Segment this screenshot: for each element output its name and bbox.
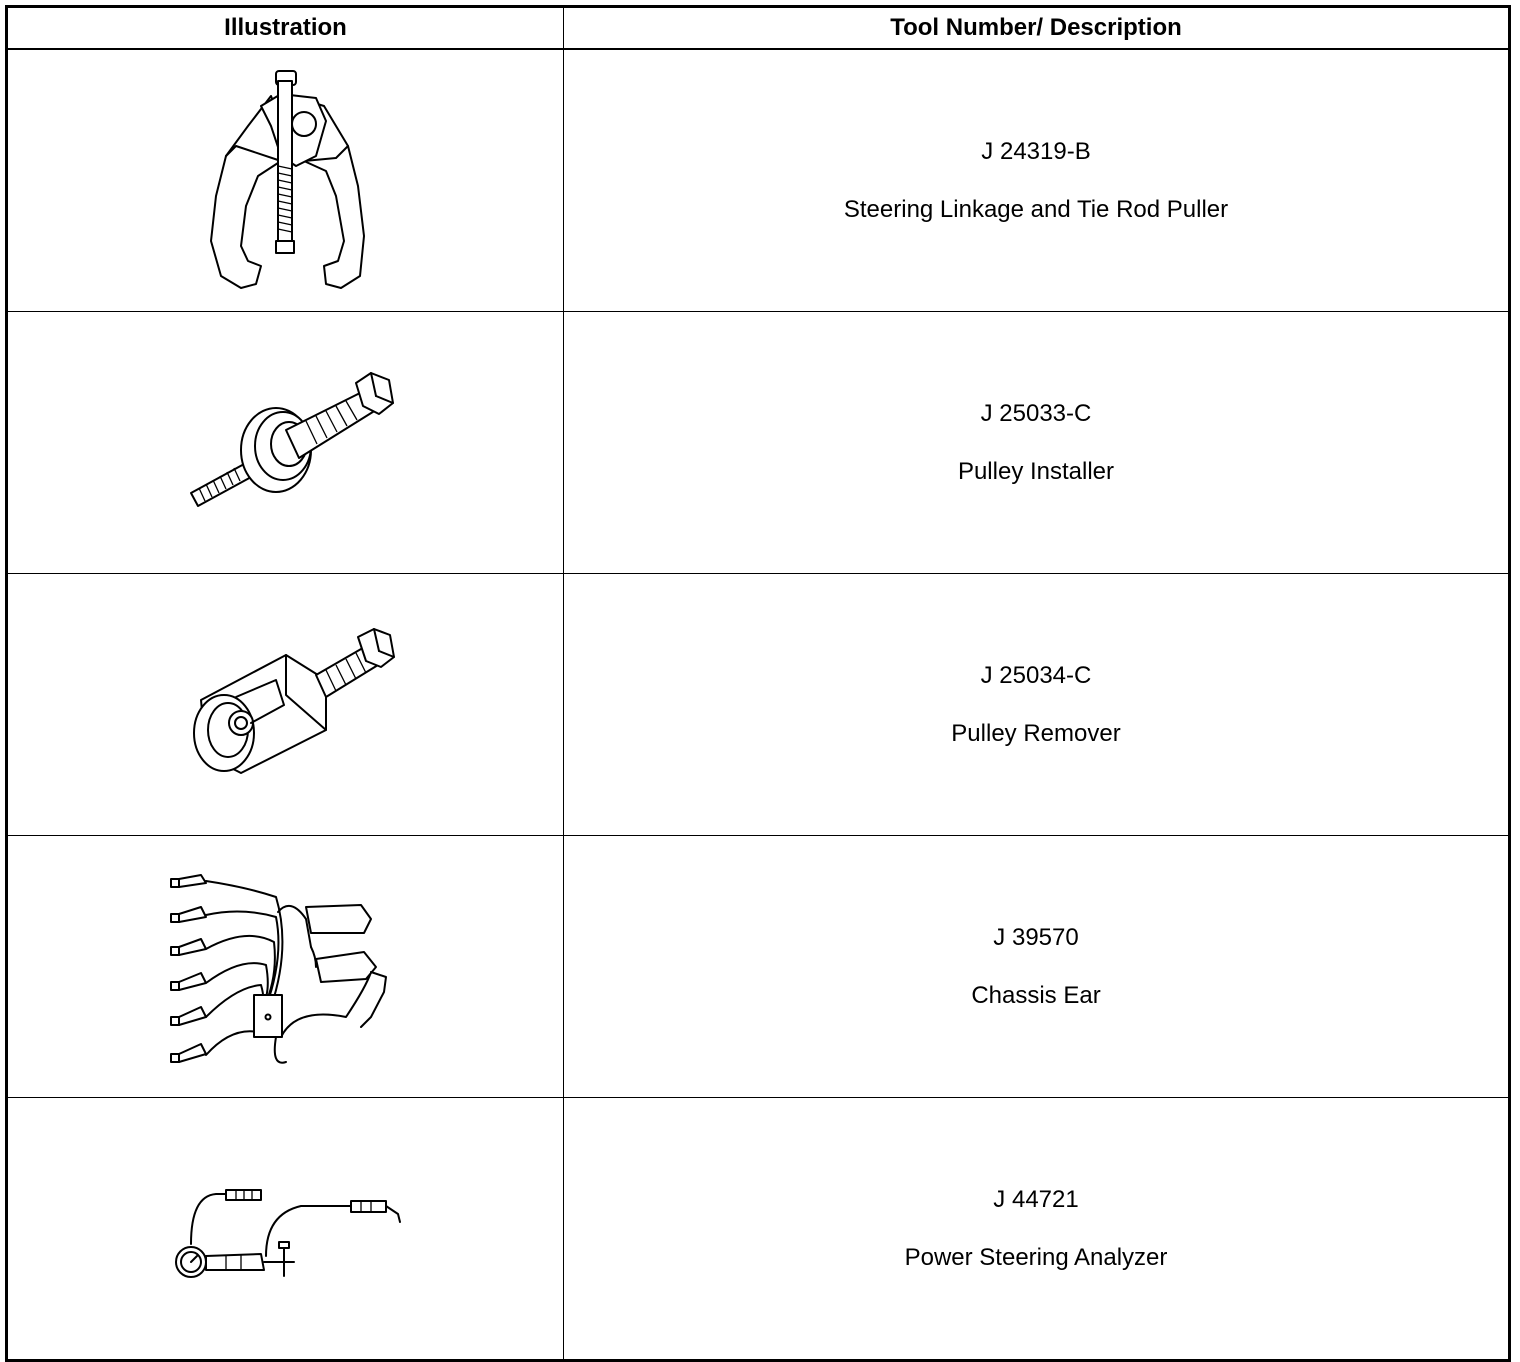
tool-description: Power Steering Analyzer [904,1243,1168,1271]
description-cell [564,1098,1510,1361]
tool-number: J 44721 [993,1185,1079,1213]
pulley-remover-icon [176,625,396,785]
header-tool-number-description: Tool Number/ Description [564,7,1510,50]
table-row [7,1098,1510,1361]
illustration-cell [7,1098,564,1361]
description-cell [564,312,1510,574]
tool-number: J 24319-B [981,137,1091,165]
description-cell [564,49,1510,312]
tools-table [5,5,1511,1362]
tool-number: J 25034-C [980,661,1092,689]
description-cell [564,836,1510,1098]
chassis-ear-icon [166,867,406,1067]
header-row [7,7,1510,50]
illustration-cell [7,312,564,574]
table-row [7,49,1510,312]
illustration-cell [7,49,564,312]
description-cell [564,574,1510,836]
illustration-cell [7,574,564,836]
tool-description: Chassis Ear [971,981,1101,1009]
illustration-cell [7,836,564,1098]
tool-description: Steering Linkage and Tie Rod Puller [843,195,1229,223]
pulley-installer-icon [171,368,401,518]
table-row [7,312,1510,574]
tool-description: Pulley Installer [957,457,1115,485]
tool-description: Pulley Remover [951,719,1121,747]
tool-number: J 39570 [993,923,1079,951]
tool-number: J 25033-C [980,399,1092,427]
power-steering-analyzer-icon [166,1174,406,1284]
table-row [7,836,1510,1098]
header-illustration: Illustration [7,7,564,50]
table-row [7,574,1510,836]
tie-rod-puller-icon [186,66,386,296]
